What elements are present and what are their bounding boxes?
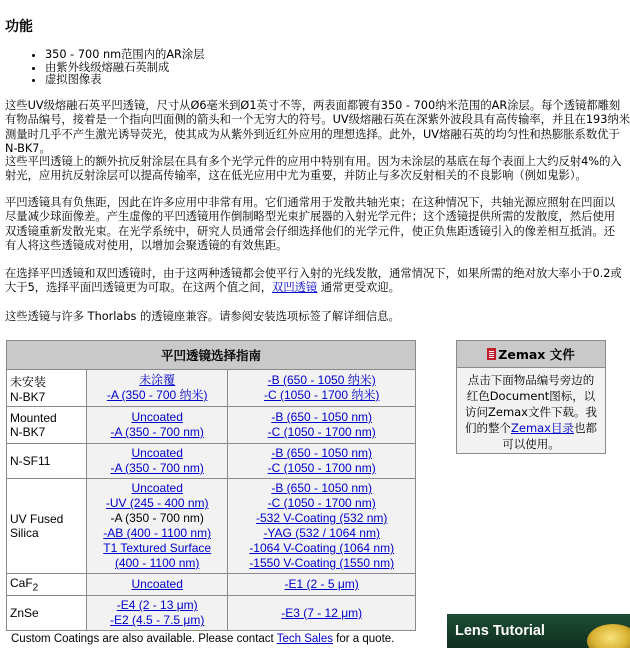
coating-link[interactable]: -A (350 - 700 纳米) (106, 388, 208, 402)
coating-link[interactable]: -C (1050 - 1700 nm) (267, 461, 376, 475)
coating-cell-left (87, 444, 228, 479)
coating-link[interactable]: -B (650 - 1050 nm) (271, 481, 373, 495)
feature-item: • 由紫外线级熔融石英制成 (45, 62, 627, 75)
bi-concave-lens-link[interactable]: 双凹透镜 (272, 281, 318, 295)
table-row (7, 574, 416, 596)
coating-link[interactable]: -E2 (4.5 - 7.5 μm) (110, 613, 205, 628)
coating-link[interactable]: -B (650 - 1050 nm) (271, 446, 373, 460)
zemax-files-box (456, 340, 606, 454)
coating-link[interactable]: -B (650 - 1050 nm) (271, 410, 373, 424)
selection-guide-title: 平凹透镜选择指南 (7, 341, 416, 370)
coating-cell-left (87, 370, 228, 407)
lens-tutorial-banner[interactable] (447, 614, 630, 648)
feature-item: • 虚拟图像表 (45, 74, 627, 87)
table-row (7, 479, 416, 574)
coating-link[interactable]: -AB (400 - 1100 nm) (103, 526, 212, 540)
coating-link[interactable]: -B (650 - 1050 纳米) (267, 373, 376, 387)
material-cell (7, 574, 87, 596)
coating-link[interactable]: Uncoated (131, 481, 183, 495)
coating-cell-right (228, 407, 416, 444)
coating-cell-left (87, 407, 228, 444)
selection-paragraph: 在选择平凹透镜和双凹透镜时，由于这两种透镜都会使平行入射的光线发散，通常情况下，如果所需的绝对放大率小于0.2或大于5，选择平面凹透镜更为可取。在这两个值之间，双凹透镜 通常更受欢迎。 (5, 267, 622, 295)
coating-label: -A (350 - 700 nm) (110, 511, 204, 525)
material-label: N-BK7 (10, 425, 46, 439)
coating-link[interactable]: -C (1050 - 1700 nm) (267, 496, 376, 510)
coating-link[interactable]: Uncoated (131, 446, 183, 460)
lens-image (587, 624, 630, 648)
description-paragraph: 这些UV级熔融石英平凹透镜，尺寸从Ø6毫米到Ø1英寸不等，两表面都镀有350 - 700纳米范围的AR涂层。每个透镜都雕刻有物品编号，接着是一个指向凹面侧的箭头和一个无穷大的符号。UV级熔融石英在深紫外波段具有高传输率，并且在193纳米测量时几乎不产生激光诱导荧光，使其成为从紫外到近红外应用的理想选择。此外，UV熔融石英的均匀性和热膨胀系数优于N-BK7。 (5, 99, 630, 156)
coating-cell-right (228, 596, 416, 631)
coating-link[interactable]: -E1 (2 - 5 μm) (284, 577, 359, 592)
custom-coatings-note: Custom Coatings are also available. Please contact Tech Sales for a quote. (11, 633, 395, 645)
feature-item: • 350 - 700 nm范围内的AR涂层 (45, 49, 627, 62)
coating-cell-right (228, 574, 416, 596)
coating-link[interactable]: T1 Textured Surface (103, 541, 212, 555)
material-cell (7, 596, 87, 631)
material-label: 未安装 (10, 374, 47, 389)
coating-cell-right (228, 479, 416, 574)
zemax-box-header (457, 341, 605, 368)
coating-link[interactable]: -1064 V-Coating (1064 nm) (249, 541, 395, 555)
selection-guide-table (6, 340, 416, 631)
material-label: N-SF11 (10, 454, 51, 468)
tech-sales-link[interactable]: Tech Sales (276, 633, 333, 645)
material-cell (7, 407, 87, 444)
coating-cell-left (87, 574, 228, 596)
material-label: N-BK7 (10, 389, 46, 404)
zemax-box-title: Zemax 文件 (498, 347, 575, 362)
material-subscript: 2 (32, 582, 39, 594)
zemax-box-body: 点击下面物品编号旁边的红色Document图标，以访问Zemax文件下载。我们的整个Zemax目录也都可以使用。 (464, 373, 597, 451)
material-label: CaF (10, 576, 33, 590)
coating-link[interactable]: -1550 V-Coating (1550 nm) (249, 556, 395, 570)
material-label: Mounted (10, 411, 57, 425)
lens-tutorial-title: Lens Tutorial (455, 623, 545, 639)
material-label: Silica (10, 526, 39, 540)
coating-link[interactable]: -UV (245 - 400 nm) (105, 496, 209, 510)
coating-link[interactable]: Uncoated (131, 577, 183, 592)
document-icon (487, 348, 496, 360)
coating-cell-right (228, 370, 416, 407)
section-heading: 功能 (5, 19, 33, 35)
material-cell (7, 479, 87, 574)
coating-cell-left (87, 596, 228, 631)
material-cell (7, 444, 87, 479)
table-row (7, 370, 416, 407)
coating-cell-left (87, 479, 228, 574)
table-row (7, 596, 416, 631)
compatibility-paragraph: 这些透镜与许多 Thorlabs 的透镜座兼容。请参阅安装选项标签了解详细信息。 (5, 310, 400, 323)
coating-link[interactable]: -E3 (7 - 12 μm) (281, 605, 363, 620)
coating-link[interactable]: (400 - 1100 nm) (114, 556, 200, 570)
coating-link[interactable]: -C (1050 - 1700 nm) (267, 425, 376, 439)
coating-link[interactable]: -532 V-Coating (532 nm) (255, 511, 388, 525)
coating-paragraph: 这些平凹透镜上的额外抗反射涂层在具有多个光学元件的应用中特别有用。因为未涂层的基底在每个表面上大约反射4%的入射光，应用抗反射涂层可以提高传输率，这在低光应用中尤为重要，并防止与多次反射相关的不良影响（例如鬼影）。 (5, 155, 622, 183)
feature-list (5, 49, 627, 87)
zemax-catalog-link[interactable]: Zemax目录 (510, 421, 574, 435)
material-cell (7, 370, 87, 407)
coating-link[interactable]: -YAG (532 / 1064 nm) (263, 526, 380, 540)
coating-link[interactable]: -A (350 - 700 nm) (110, 461, 204, 475)
table-row (7, 444, 416, 479)
selection-guide-body (7, 370, 416, 631)
coating-link[interactable]: -A (350 - 700 nm) (110, 425, 204, 439)
coating-link[interactable]: -E4 (2 - 13 μm) (116, 598, 198, 613)
coating-link[interactable]: Uncoated (131, 410, 183, 424)
coating-link[interactable]: 未涂覆 (139, 373, 176, 387)
table-row (7, 407, 416, 444)
material-label: ZnSe (10, 606, 39, 621)
coating-cell-right (228, 444, 416, 479)
material-label: UV Fused (10, 512, 64, 526)
usage-paragraph: 平凹透镜具有负焦距，因此在许多应用中非常有用。它们通常用于发散共轴光束；在这种情况下，共轴光源应照射在凹面以尽量减少球面像差。产生虚像的平凹透镜用作倒制略型光束扩展器的入射光学元件；这个透镜提供所需的发散度，然后使用双透镜重新发散光束。在光学系统中，研究人员通常会仔细选择他们的光学元件，使正负焦距透镜引入的像差相互抵消。还有人将这些透镜成对使用，以增加会聚透镜的有效焦距。 (5, 196, 616, 253)
coating-link[interactable]: -C (1050 - 1700 纳米) (263, 388, 380, 402)
